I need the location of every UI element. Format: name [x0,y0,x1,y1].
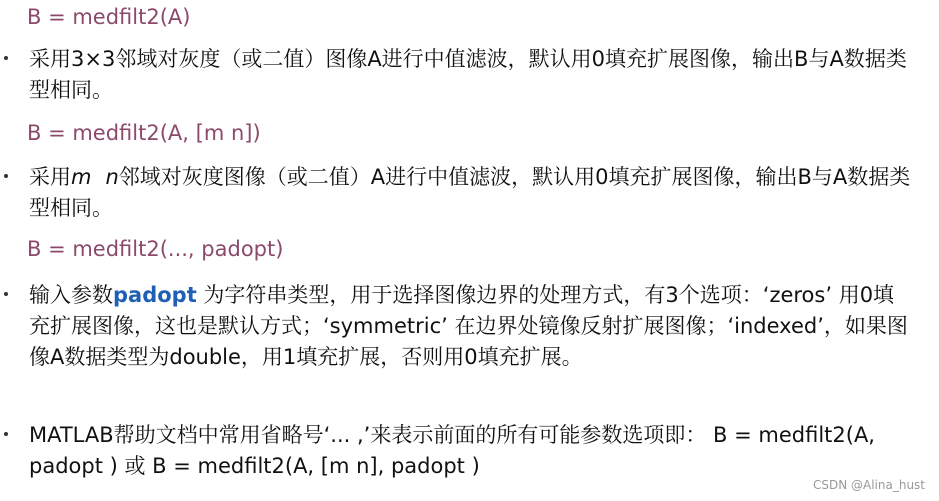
bullet-dot [4,292,8,296]
bullet-item-4 [0,420,915,482]
signature-2: B = medfilt2(A, [m n]) [27,121,261,145]
item-3-text [29,280,915,373]
bullet-dot [4,174,8,178]
item-3-post: 为字符串类型，用于选择图像边界的处理方式，有3个选项：‘zeros’ 用0填充扩展图像，这也是默认方式；‘symmetric’ 在边界处镜像反射扩展图像；‘indexed’，如果图像A数据类型为double，用1填充扩展，否则用0填充扩展。 [29,283,908,369]
signature-3: B = medfilt2(..., padopt) [27,237,284,261]
bullet-item-3 [0,280,915,373]
bullet-item-1 [0,44,915,106]
item-2-pre: 采用 [29,165,71,189]
bullet-item-2 [0,162,915,224]
item-2-text [29,162,915,224]
item-1-text: 采用3×3邻域对灰度（或二值）图像A进行中值滤波，默认用0填充扩展图像，输出B与A数据类型相同。 [29,47,907,102]
padopt-keyword: padopt [113,283,197,307]
bullet-dot [4,432,8,436]
item-2-post: 邻域对灰度图像（或二值）A进行中值滤波，默认用0填充扩展图像，输出B与A数据类型相同。 [29,165,911,220]
item-3-pre: 输入参数 [29,283,113,307]
item-2-m: m [71,165,92,189]
signature-1: B = medfilt2(A) [27,5,191,29]
watermark: CSDN @Alina_hust [812,478,925,492]
item-2-n: n [105,165,119,189]
bullet-dot [4,56,8,60]
item-4-text: MATLAB帮助文档中常用省略号‘... ,’来表示前面的所有可能参数选项即： B = medfilt2(A, padopt ) 或 B = medfilt2(A, [m n], padopt ) [29,423,875,478]
